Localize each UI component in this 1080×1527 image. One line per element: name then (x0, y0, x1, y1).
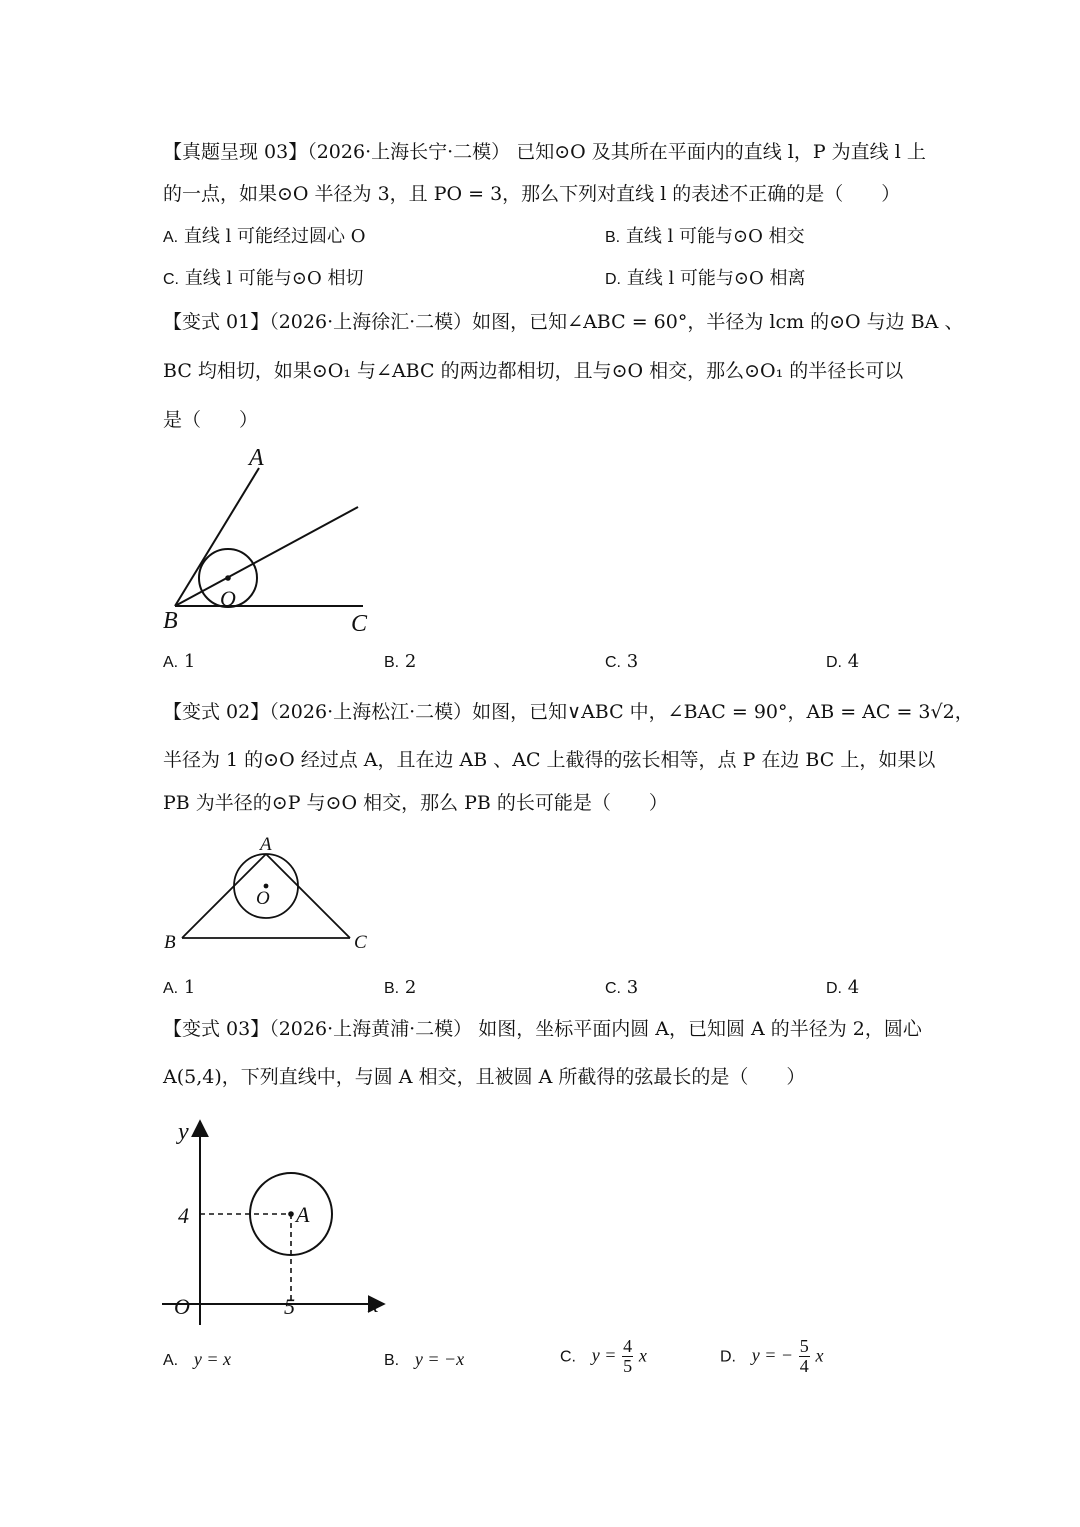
option-letter: C. (560, 1348, 576, 1366)
option-letter: B. (605, 229, 621, 246)
option-text: y = (591, 1345, 617, 1366)
option-text: 4 (847, 651, 860, 672)
label-a: A (296, 1202, 310, 1227)
q1-option-b (605, 228, 805, 246)
q4-figure (160, 1115, 400, 1335)
option-letter: D. (720, 1348, 736, 1366)
q2-option-d (826, 653, 859, 671)
option-text: 4 (847, 977, 860, 998)
label-origin: O (174, 1294, 190, 1319)
label-x: x (368, 1292, 379, 1318)
side-ab (182, 854, 266, 938)
center-point (225, 575, 231, 581)
q1-tag: 【真题呈现 03】 (163, 141, 308, 163)
option-text: 3 (626, 651, 639, 672)
q3-source: （2026·上海松江·二模） (269, 701, 473, 723)
option-text: 1 (183, 651, 196, 672)
q3-option-c (605, 979, 638, 997)
option-letter: B. (384, 1352, 400, 1369)
fraction (799, 1337, 810, 1376)
option-letter: D. (605, 271, 621, 288)
label-a: A (260, 834, 272, 855)
q4-stem-1: 如图，坐标平面内圆 A，已知圆 A 的半径为 2，圆心 (478, 1018, 922, 1040)
q3-line-1 (163, 703, 974, 722)
q4-option-b (384, 1350, 464, 1369)
q2-stem-2: BC 均相切，如果⊙O₁ 与∠ABC 的两边都相切，且与⊙O 相交，那么⊙O₁ 的半径长可以 (163, 360, 904, 382)
q4-tag: 【变式 03】 (163, 1018, 270, 1040)
center-point (288, 1211, 294, 1217)
q1-stem-2: 的一点，如果⊙O 半径为 3，且 PO = 3，那么下列对直线 l 的表述不正确的是（ ） (163, 183, 901, 205)
fraction (622, 1337, 633, 1376)
label-b: B (163, 608, 178, 634)
q3-tag: 【变式 02】 (163, 701, 270, 723)
numerator: 5 (799, 1336, 809, 1356)
q1-line-1 (163, 143, 926, 162)
option-text: y = x (193, 1349, 231, 1369)
label-o: O (256, 888, 270, 909)
q4-option-d (720, 1337, 824, 1376)
option-letter: A. (163, 229, 179, 246)
option-text: 直线 l 可能与⊙O 相交 (625, 226, 805, 247)
option-letter: A. (163, 980, 179, 997)
q1-option-c (163, 270, 364, 288)
q2-option-c (605, 653, 638, 671)
option-letter: C. (605, 980, 621, 997)
q4-line-1 (163, 1020, 922, 1039)
q3-figure (160, 830, 390, 960)
q3-option-a (163, 979, 195, 997)
option-text: 直线 l 可能与⊙O 相离 (626, 268, 806, 289)
option-text: 2 (404, 977, 417, 998)
q1-option-a (163, 228, 366, 246)
q1-source: （2026·上海长宁·二模） (307, 141, 511, 163)
option-var: x (638, 1345, 647, 1366)
q4-option-c (560, 1337, 647, 1376)
tick-5: 5 (284, 1294, 295, 1319)
option-text: 2 (404, 651, 417, 672)
option-text: y = −x (414, 1349, 465, 1369)
q3-stem-3: PB 为半径的⊙P 与⊙O 相交，那么 PB 的长可能是（ ） (163, 792, 668, 814)
option-text: 1 (183, 977, 196, 998)
q1-option-d (605, 270, 806, 288)
q4-stem-2: A(5,4)，下列直线中，与圆 A 相交，且被圆 A 所截得的弦最长的是（ ） (163, 1066, 806, 1088)
side-ac (266, 854, 350, 938)
q2-stem-1: 如图，已知∠ABC = 60°，半径为 lcm 的⊙O 与边 BA 、 (472, 311, 964, 333)
option-letter: B. (384, 980, 400, 997)
option-text: 直线 l 可能经过圆心 O (183, 226, 366, 247)
option-letter: D. (826, 980, 842, 997)
q2-stem-3: 是（ ） (163, 409, 259, 431)
q4-source: （2026·上海黄浦·二模） (269, 1018, 473, 1040)
label-o: O (220, 586, 236, 611)
label-c: C (351, 611, 368, 637)
q4-option-a (163, 1350, 231, 1369)
tick-4: 4 (178, 1203, 189, 1228)
option-text: y = − (751, 1345, 794, 1366)
option-var: x (815, 1345, 824, 1366)
option-letter: C. (163, 271, 179, 288)
denominator: 5 (623, 1355, 633, 1376)
q2-source: （2026·上海徐汇·二模） (269, 311, 473, 333)
ray-ba (175, 468, 259, 606)
label-c: C (354, 932, 367, 953)
q3-option-b (384, 979, 416, 997)
q1-stem-1: 已知⊙O 及其所在平面内的直线 l，P 为直线 l 上 (516, 141, 926, 163)
q2-tag: 【变式 01】 (163, 311, 270, 333)
q2-option-b (384, 653, 416, 671)
option-letter: A. (163, 1352, 179, 1369)
q2-line-1 (163, 313, 963, 332)
option-letter: C. (605, 654, 621, 671)
q2-option-a (163, 653, 195, 671)
label-y: y (178, 1119, 189, 1145)
denominator: 4 (799, 1355, 809, 1376)
q2-figure (155, 440, 415, 640)
label-b: B (164, 932, 176, 953)
option-letter: B. (384, 654, 400, 671)
q3-option-d (826, 979, 859, 997)
option-letter: D. (826, 654, 842, 671)
option-text: 3 (626, 977, 639, 998)
option-text: 直线 l 可能与⊙O 相切 (184, 268, 364, 289)
q3-stem-1: 如图，已知∨ABC 中，∠BAC = 90°，AB = AC = 3√2， (472, 701, 974, 723)
option-letter: A. (163, 654, 179, 671)
numerator: 4 (623, 1336, 633, 1356)
label-a: A (249, 445, 264, 471)
q3-stem-2: 半径为 1 的⊙O 经过点 A，且在边 AB 、AC 上截得的弦长相等，点 P 在边 BC 上，如果以 (163, 749, 936, 771)
